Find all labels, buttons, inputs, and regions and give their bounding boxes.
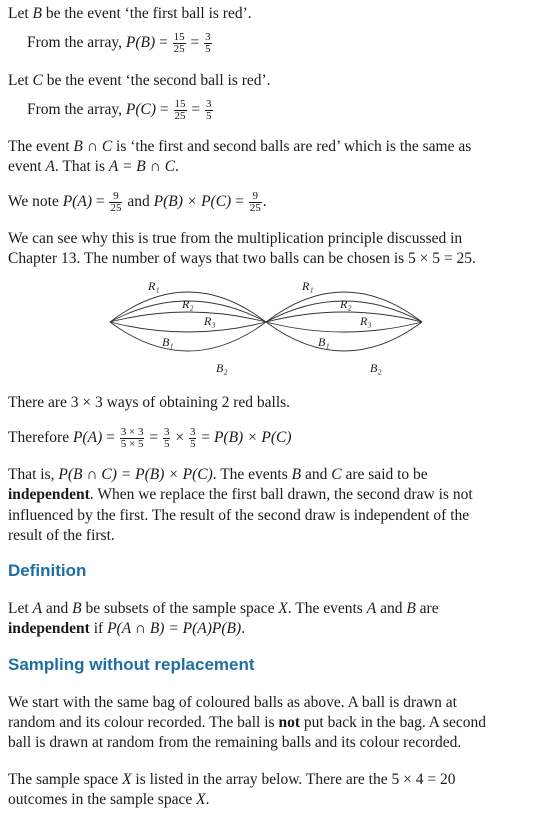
text-line: random and its colour recorded. The ball is not put back in the bag. A second xyxy=(8,714,486,731)
equation-line: From the array, P(C) = $\frac{15}{25}$ = $\frac{3}{5}$ xyxy=(27,98,212,122)
section-heading-sampling: Sampling without replacement xyxy=(8,655,255,674)
fraction: $\frac{15}{25}$ xyxy=(174,98,186,122)
text-line: event A. That is A = B ∩ C. xyxy=(8,158,179,175)
label-left-r2: R₂ xyxy=(182,297,194,311)
text-line: influenced by the first. The result of the second draw is independent of the xyxy=(8,507,470,524)
text-line: Let B be the event ‘the first ball is red’. xyxy=(8,5,252,22)
equation-line: From the array, P(B) = $\frac{15}{25}$ = $\frac{3}{5}$ xyxy=(27,31,211,55)
text-line: ball is drawn at random from the remaining balls and its colour recorded. xyxy=(8,734,462,751)
arc-left-b1 xyxy=(110,322,266,332)
text-line: There are 3 × 3 ways of obtaining 2 red balls. xyxy=(8,394,291,411)
fraction: $\frac{3}{5}$ xyxy=(205,31,211,55)
fraction: $\frac{3}{5}$ xyxy=(206,98,212,122)
text-line: Chapter 13. The number of ways that two balls can be chosen is 5 × 5 = 25. xyxy=(8,250,476,267)
fraction: $\frac{15}{25}$ xyxy=(173,31,185,55)
fraction: $\frac{9}{25}$ xyxy=(110,190,122,214)
label-right-b2: B₂ xyxy=(370,361,382,375)
text-line: We start with the same bag of coloured balls as above. A ball is drawn at xyxy=(8,694,457,711)
label-right-r2: R₂ xyxy=(340,297,352,311)
equation-line: We note P(A) = $\frac{9}{25}$ and P(B) × P(C) = $\frac{9}{25}$ . xyxy=(8,190,267,214)
label-left-r1: R₁ xyxy=(148,279,160,293)
text-line: independent. When we replace the first ball drawn, the second draw is not xyxy=(8,486,473,503)
fraction: $\frac{3}{5}$ xyxy=(163,426,170,450)
text-line: That is, P(B ∩ C) = P(B) × P(C). The events B and C are said to be xyxy=(8,466,428,483)
label-right-r1: R₁ xyxy=(302,279,314,293)
text-line: result of the first. xyxy=(8,527,115,544)
fraction: $\frac{9}{25}$ xyxy=(249,190,261,214)
arc-right-r3 xyxy=(266,312,422,322)
text-line: Let C be the event ‘the second ball is red’. xyxy=(8,72,271,89)
fraction: $\frac{3}{5}$ xyxy=(189,426,196,450)
text-line: The event B ∩ C is ‘the first and second balls are red’ which is the same as xyxy=(8,138,472,155)
fraction: $\frac{3 \times 3}{5 \times 5}$ xyxy=(120,426,144,450)
text-line: Let A and B be subsets of the sample space X. The events A and B are xyxy=(8,600,439,617)
label-left-b1: B₁ xyxy=(162,335,174,349)
label-right-r3: R₃ xyxy=(360,314,372,328)
equation-line: Therefore P(A) = $\frac{3 \times 3}{5 \times 5}$ = $\frac{3}{5}$ × $\frac{3}{5}$ = P(B) × P(C) xyxy=(8,426,292,450)
arc-right-b2 xyxy=(266,322,422,351)
arc-left-r3 xyxy=(110,312,266,322)
text-line: We can see why this is true from the multiplication principle discussed in xyxy=(8,230,463,247)
text-line: independent if P(A ∩ B) = P(A)P(B). xyxy=(8,620,246,637)
label-left-b2: B₂ xyxy=(216,361,228,375)
text-line: The sample space X is listed in the array below. There are the 5 × 4 = 20 xyxy=(8,771,456,788)
ball-arcs-diagram xyxy=(108,276,438,386)
arc-right-b1 xyxy=(266,322,422,332)
arc-left-b2 xyxy=(110,322,266,351)
text-line: outcomes in the sample space X. xyxy=(8,791,210,808)
label-left-r3: R₃ xyxy=(204,314,216,328)
section-heading-definition: Definition xyxy=(8,561,87,580)
label-right-b1: B₁ xyxy=(318,335,330,349)
